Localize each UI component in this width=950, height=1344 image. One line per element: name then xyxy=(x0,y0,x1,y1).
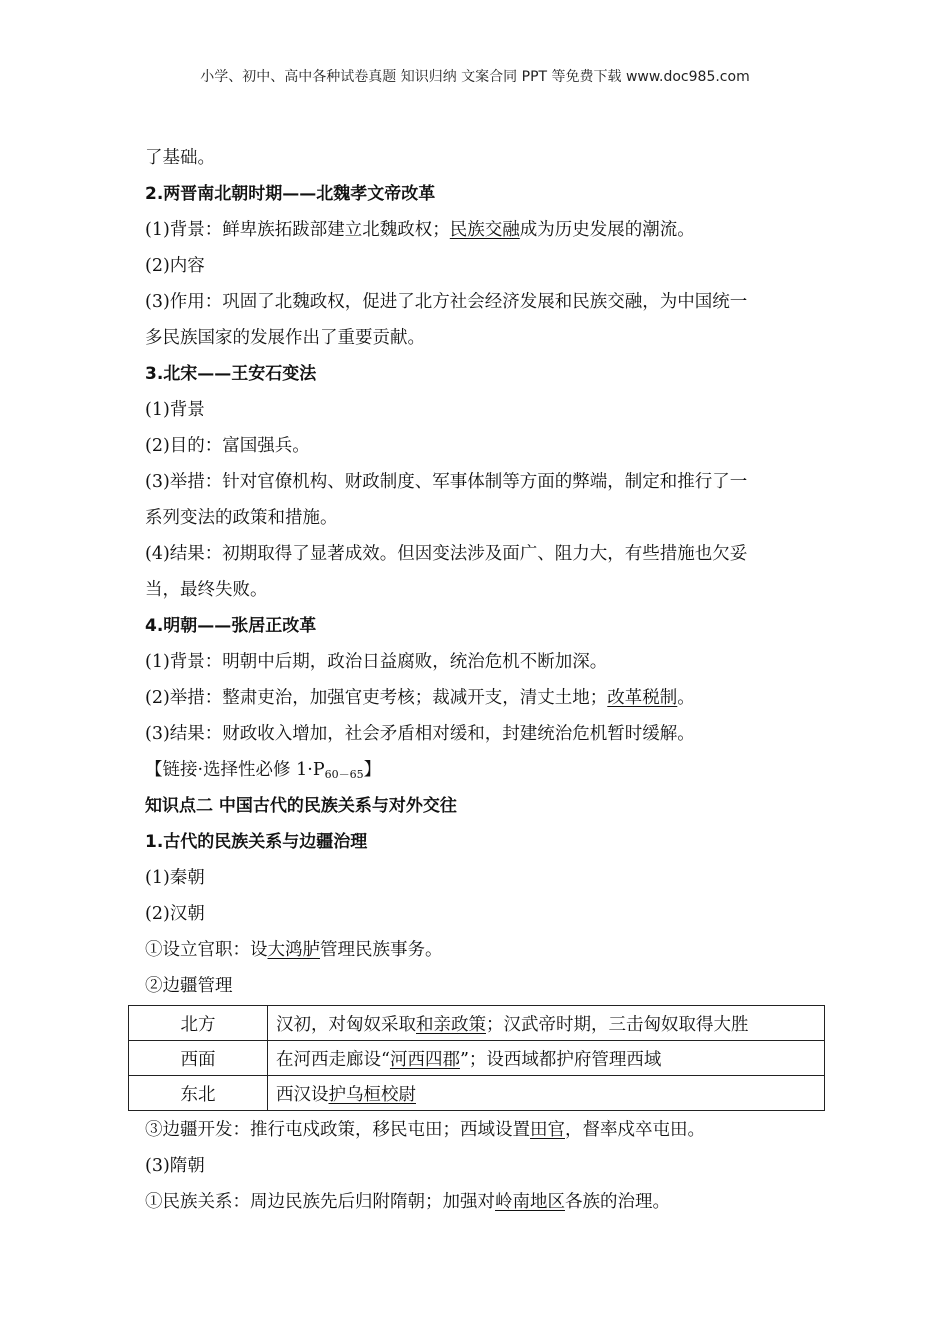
policy-cell: 汉初，对匈奴采取和亲政策；汉武帝时期，三击匈奴取得大胜 xyxy=(268,1006,825,1041)
text-line: 了基础。 xyxy=(145,148,215,168)
text-line: 系列变法的政策和措施。 xyxy=(145,508,338,528)
key-term: 民族交融 xyxy=(449,220,520,240)
table-row xyxy=(129,1041,825,1076)
frontier-management-table xyxy=(128,1005,825,1111)
textbook-link: 【链接·选择性必修 $1\cdot P_{60-65}$】 xyxy=(145,760,382,781)
section-heading: 1.古代的民族关系与边疆治理 xyxy=(145,832,368,852)
policy-cell: 在河西走廊设“河西四郡”；设西域都护府管理西域 xyxy=(268,1041,825,1076)
region-cell: 北方 xyxy=(129,1006,268,1041)
text-line: (1)背景：鲜卑族拓跋部建立北魏政权；民族交融成为历史发展的潮流。 xyxy=(145,220,695,240)
text-line: (2)内容 xyxy=(145,256,205,276)
text-line: (3)作用：巩固了北魏政权，促进了北方社会经济发展和民族交融，为中国统一 xyxy=(145,292,748,312)
section-heading: 4.明朝——张居正改革 xyxy=(145,616,317,636)
text-line: (4)结果：初期取得了显著成效。但因变法涉及面广、阻力大，有些措施也欠妥 xyxy=(145,544,748,564)
text-line: ①民族关系：周边民族先后归附隋朝；加强对岭南地区各族的治理。 xyxy=(145,1192,670,1212)
text-line: ②边疆管理 xyxy=(145,976,233,996)
document-body xyxy=(145,140,825,1220)
section-heading: 3.北宋——王安石变法 xyxy=(145,364,317,384)
region-cell: 西面 xyxy=(129,1041,268,1076)
policy-cell: 西汉设护乌桓校尉 xyxy=(268,1076,825,1111)
text-line: ①设立官职：设大鸿胪管理民族事务。 xyxy=(145,940,443,960)
key-term: 护乌桓校尉 xyxy=(328,1084,416,1105)
key-term: 和亲政策 xyxy=(416,1014,486,1035)
text-line: (3)隋朝 xyxy=(145,1156,205,1176)
section-heading: 2.两晋南北朝时期——北魏孝文帝改革 xyxy=(145,184,436,204)
key-term: 岭南地区 xyxy=(495,1192,565,1212)
text-line: (3)举措：针对官僚机构、财政制度、军事体制等方面的弊端，制定和推行了一 xyxy=(145,472,748,492)
text-line: (1)背景：明朝中后期，政治日益腐败，统治危机不断加深。 xyxy=(145,652,608,672)
text-line: (2)举措：整肃吏治，加强官吏考核；裁减开支，清丈土地；改革税制。 xyxy=(145,688,695,708)
text-line: (2)目的：富国强兵。 xyxy=(145,436,310,456)
table-row xyxy=(129,1076,825,1111)
text-line: 多民族国家的发展作出了重要贡献。 xyxy=(145,328,425,348)
key-term: 改革税制 xyxy=(607,688,678,708)
key-term: 田官 xyxy=(530,1120,565,1140)
knowledge-point-heading: 知识点二 中国古代的民族关系与对外交往 xyxy=(145,796,457,816)
table-row xyxy=(129,1006,825,1041)
text-line: (2)汉朝 xyxy=(145,904,205,924)
region-cell: 东北 xyxy=(129,1076,268,1111)
key-term: 大鸿胪 xyxy=(267,940,320,960)
page-header-banner: 小学、初中、高中各种试卷真题 知识归纳 文案合同 PPT 等免费下载 www.doc985.com xyxy=(200,69,750,85)
text-line: 当，最终失败。 xyxy=(145,580,268,600)
key-term: 河西四郡 xyxy=(389,1049,460,1070)
text-line: (1)秦朝 xyxy=(145,868,205,888)
text-line: ③边疆开发：推行屯戍政策，移民屯田；西域设置田官，督率戍卒屯田。 xyxy=(145,1120,705,1140)
text-line: (3)结果：财政收入增加，社会矛盾相对缓和，封建统治危机暂时缓解。 xyxy=(145,724,695,744)
text-line: (1)背景 xyxy=(145,400,205,420)
